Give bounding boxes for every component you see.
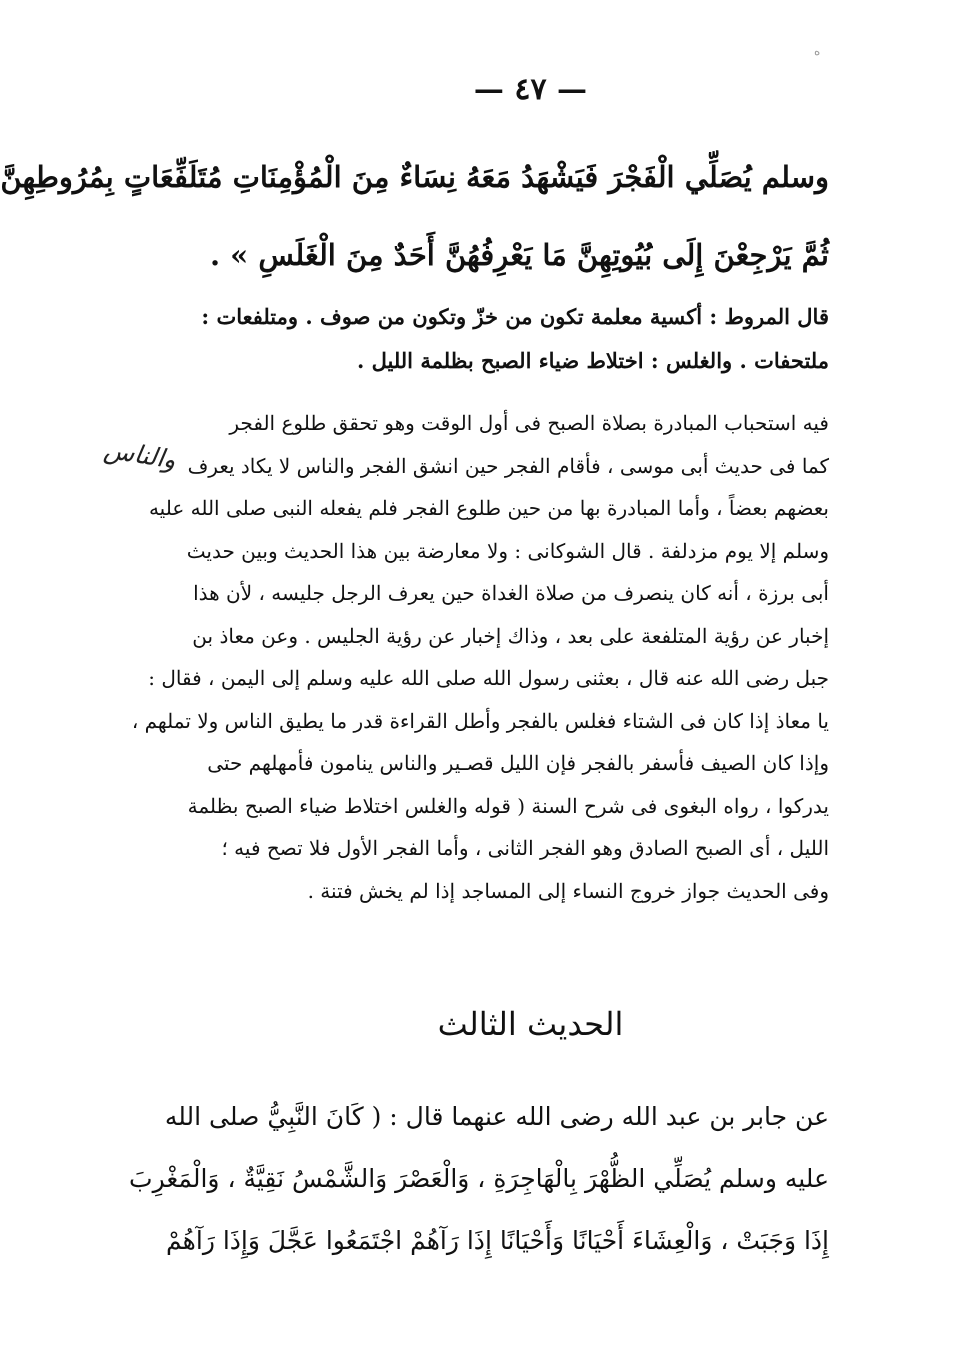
- commentary-line: وفى الحديث جواز خروج النساء إلى المساجد إذا لم يخش فتنة .: [307, 878, 829, 903]
- handwritten-margin-note: والناس: [102, 434, 178, 475]
- hadith-text-bottom: [129, 1086, 829, 1272]
- vocabulary-gloss: [201, 295, 829, 383]
- commentary-line: أبى برزة ، أنه كان ينصرف من صلاة الغداة حين يعرف الرجل جليسه ، لأن هذا: [193, 581, 829, 605]
- hadith-bottom-line: إِذَا وَجَبَتْ ، وَالْعِشَاءَ أَحْيَانًا وَأَحْيَانًا إِذَا رَآهُمْ اجْتَمَعُوا عَجَّلَ وَإِذَا رَآهُمْ: [166, 1226, 829, 1255]
- hadith-top-line: وسلم يُصَلِّي الْفَجْرَ فَيَشْهَدُ مَعَهُ نِسَاءٌ مِنَ الْمُؤْمِنَاتِ مُتَلَفِّعَاتٍ بِمُرُوطِهِنَّ: [0, 160, 829, 194]
- commentary-line: الليل ، أى الصبح الصادق وهو الفجر الثانى ، وأما الفجر الأول فلا تصح فيه ؛: [221, 836, 829, 860]
- hadith-bottom-line: عن جابر بن عبد الله رضى الله عنهما قال : ( كَانَ النَّبِيُّ صلى الله: [164, 1102, 829, 1131]
- hadith-bottom-line: عليه وسلم يُصَلِّي الظُّهْرَ بِالْهَاجِرَةِ ، وَالْعَصْرَ وَالشَّمْسُ نَقِيَّةٌ ، وَالْمَغْرِبَ: [129, 1164, 829, 1193]
- hadith-top-line: ثُمَّ يَرْجِعْنَ إِلَى بُيُوتِهِنَّ مَا يَعْرِفُهُنَّ أَحَدٌ مِنَ الْغَلَسِ » .: [209, 238, 829, 272]
- commentary-line: يا معاذ إذا كان فى الشتاء فغلس بالفجر وأطل القراءة قدر ما يطيق الناس ولا تملهم ،: [131, 708, 829, 733]
- commentary-line: إخبار عن رؤية المتلفعة على بعد ، وذاك إخبار عن رؤية الجليس . وعن معاذ بن: [192, 623, 829, 648]
- stray-ink-mark: ه: [814, 44, 821, 58]
- commentary-line: فيه استحباب المبادرة بصلاة الصبح فى أول الوقت وهو تحقق طلوع الفجر: [229, 411, 829, 435]
- gloss-line: ملتحفات . والغلس : اختلاط ضياء الصبح بظلمة الليل .: [356, 348, 829, 373]
- commentary-line: كما فى حديث أبى موسى ، فأقام الفجر حين انشق الفجر والناس لا يكاد يعرف: [187, 453, 829, 478]
- hadith-text-top: [0, 138, 829, 294]
- gloss-line: قال المروط : أكسية معلمة تكون من خزّ وتكون من صوف . ومتلفعات :: [201, 304, 829, 329]
- section-heading: الحديث الثالث: [437, 1005, 624, 1043]
- commentary-line: وسلم إلا يوم مزدلفة . قال الشوكانى : ولا معارضة بين هذا الحديث وبين حديث: [186, 538, 829, 563]
- commentary-line: يدركوا ، رواه البغوى فى شرح السنة ( قوله والغلس اختلاط ضياء الصبح بظلمة: [187, 793, 829, 818]
- commentary-line: بعضهم بعضاً ، وأما المبادرة بها من حين طلوع الفجر فلم يفعله النبى صلى الله عليه: [148, 496, 829, 520]
- page-number: — ٤٧ —: [473, 72, 588, 107]
- commentary-line: جبل رضى الله عنه قال ، بعثنى رسول الله صلى الله عليه وسلم إلى اليمن ، فقال :: [148, 666, 829, 690]
- commentary-line: وإذا كان الصيف فأسفر بالفجر فإن الليل قصـير والناس ينامون فأمهلهم حتى: [207, 751, 829, 775]
- commentary-paragraph: [131, 402, 829, 912]
